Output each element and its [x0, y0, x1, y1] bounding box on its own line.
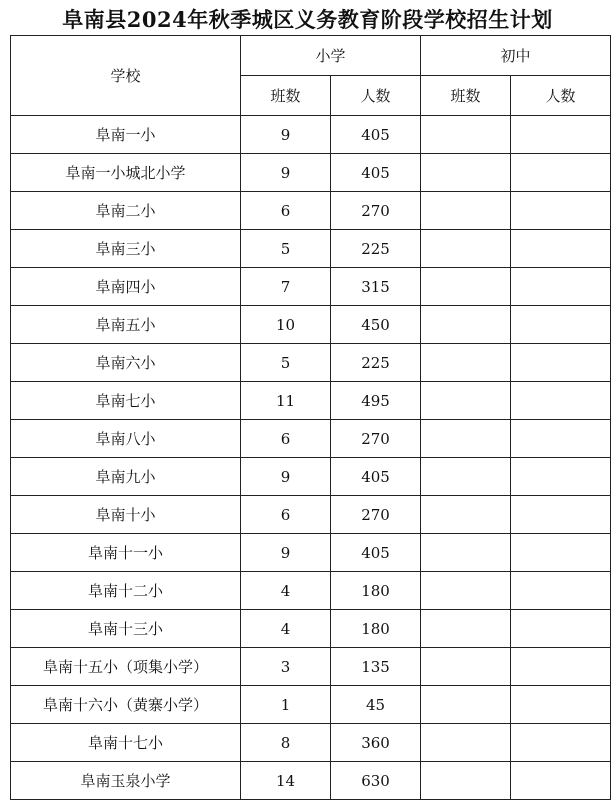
primary-classes-cell: 9 — [241, 458, 331, 496]
primary-classes-cell: 4 — [241, 572, 331, 610]
junior-students-cell — [511, 306, 611, 344]
school-name-cell: 阜南一小 — [11, 116, 241, 154]
junior-classes-cell — [421, 458, 511, 496]
primary-students-cell: 405 — [331, 458, 421, 496]
table-row — [11, 230, 611, 268]
table-row — [11, 344, 611, 382]
school-name-cell: 阜南一小城北小学 — [11, 154, 241, 192]
school-name-cell: 阜南十三小 — [11, 610, 241, 648]
school-name-cell: 阜南九小 — [11, 458, 241, 496]
table-row — [11, 382, 611, 420]
primary-students-cell: 45 — [331, 686, 421, 724]
school-name-cell: 阜南五小 — [11, 306, 241, 344]
junior-students-cell — [511, 344, 611, 382]
table-row — [11, 534, 611, 572]
junior-classes-cell — [421, 382, 511, 420]
header-primary-classes: 班数 — [241, 76, 331, 116]
junior-classes-cell — [421, 192, 511, 230]
primary-students-cell: 180 — [331, 610, 421, 648]
junior-students-cell — [511, 268, 611, 306]
primary-students-cell: 450 — [331, 306, 421, 344]
school-name-cell: 阜南玉泉小学 — [11, 762, 241, 800]
table-body — [11, 116, 611, 800]
junior-classes-cell — [421, 648, 511, 686]
junior-students-cell — [511, 116, 611, 154]
junior-students-cell — [511, 458, 611, 496]
primary-students-cell: 315 — [331, 268, 421, 306]
primary-classes-cell: 9 — [241, 116, 331, 154]
primary-classes-cell: 8 — [241, 724, 331, 762]
primary-students-cell: 405 — [331, 534, 421, 572]
table-row — [11, 192, 611, 230]
junior-classes-cell — [421, 610, 511, 648]
primary-classes-cell: 9 — [241, 154, 331, 192]
junior-students-cell — [511, 534, 611, 572]
junior-students-cell — [511, 382, 611, 420]
junior-classes-cell — [421, 686, 511, 724]
primary-students-cell: 360 — [331, 724, 421, 762]
table-row — [11, 686, 611, 724]
school-name-cell: 阜南十七小 — [11, 724, 241, 762]
junior-students-cell — [511, 572, 611, 610]
table-row — [11, 648, 611, 686]
table-row — [11, 420, 611, 458]
header-school: 学校 — [11, 36, 241, 116]
school-name-cell: 阜南十二小 — [11, 572, 241, 610]
primary-classes-cell: 4 — [241, 610, 331, 648]
primary-classes-cell: 5 — [241, 230, 331, 268]
page-title: 阜南县2024年秋季城区义务教育阶段学校招生计划 — [62, 7, 553, 32]
junior-students-cell — [511, 724, 611, 762]
primary-classes-cell: 6 — [241, 496, 331, 534]
table-header — [11, 36, 611, 116]
primary-students-cell: 405 — [331, 154, 421, 192]
junior-classes-cell — [421, 724, 511, 762]
header-primary-students: 人数 — [331, 76, 421, 116]
table-row — [11, 762, 611, 800]
primary-students-cell: 270 — [331, 420, 421, 458]
primary-classes-cell: 6 — [241, 420, 331, 458]
junior-students-cell — [511, 420, 611, 458]
junior-students-cell — [511, 154, 611, 192]
primary-classes-cell: 11 — [241, 382, 331, 420]
school-name-cell: 阜南六小 — [11, 344, 241, 382]
school-name-cell: 阜南十五小（项集小学） — [11, 648, 241, 686]
table-row — [11, 610, 611, 648]
primary-classes-cell: 6 — [241, 192, 331, 230]
table-row — [11, 724, 611, 762]
junior-classes-cell — [421, 154, 511, 192]
table-row — [11, 306, 611, 344]
school-name-cell: 阜南四小 — [11, 268, 241, 306]
junior-classes-cell — [421, 116, 511, 154]
junior-students-cell — [511, 610, 611, 648]
table-row — [11, 268, 611, 306]
primary-students-cell: 180 — [331, 572, 421, 610]
school-name-cell: 阜南十六小（黄寨小学） — [11, 686, 241, 724]
primary-students-cell: 270 — [331, 496, 421, 534]
primary-students-cell: 495 — [331, 382, 421, 420]
school-name-cell: 阜南十一小 — [11, 534, 241, 572]
table-row — [11, 572, 611, 610]
header-junior: 初中 — [421, 36, 611, 76]
primary-students-cell: 405 — [331, 116, 421, 154]
junior-classes-cell — [421, 344, 511, 382]
primary-classes-cell: 7 — [241, 268, 331, 306]
primary-classes-cell: 5 — [241, 344, 331, 382]
school-name-cell: 阜南十小 — [11, 496, 241, 534]
junior-classes-cell — [421, 306, 511, 344]
junior-classes-cell — [421, 762, 511, 800]
junior-students-cell — [511, 230, 611, 268]
enrollment-table — [10, 35, 611, 800]
junior-classes-cell — [421, 268, 511, 306]
primary-classes-cell: 14 — [241, 762, 331, 800]
junior-classes-cell — [421, 230, 511, 268]
header-primary: 小学 — [241, 36, 421, 76]
table-row — [11, 154, 611, 192]
primary-students-cell: 225 — [331, 344, 421, 382]
school-name-cell: 阜南八小 — [11, 420, 241, 458]
primary-classes-cell: 9 — [241, 534, 331, 572]
primary-classes-cell: 3 — [241, 648, 331, 686]
header-junior-classes: 班数 — [421, 76, 511, 116]
table-row — [11, 458, 611, 496]
school-name-cell: 阜南七小 — [11, 382, 241, 420]
table-row — [11, 116, 611, 154]
junior-students-cell — [511, 762, 611, 800]
junior-classes-cell — [421, 496, 511, 534]
school-name-cell: 阜南二小 — [11, 192, 241, 230]
junior-classes-cell — [421, 572, 511, 610]
primary-students-cell: 225 — [331, 230, 421, 268]
junior-students-cell — [511, 192, 611, 230]
primary-students-cell: 630 — [331, 762, 421, 800]
junior-classes-cell — [421, 420, 511, 458]
junior-students-cell — [511, 686, 611, 724]
junior-students-cell — [511, 496, 611, 534]
primary-classes-cell: 10 — [241, 306, 331, 344]
junior-classes-cell — [421, 534, 511, 572]
table-row — [11, 496, 611, 534]
primary-students-cell: 135 — [331, 648, 421, 686]
school-name-cell: 阜南三小 — [11, 230, 241, 268]
primary-students-cell: 270 — [331, 192, 421, 230]
header-row-1 — [11, 36, 611, 76]
header-junior-students: 人数 — [511, 76, 611, 116]
junior-students-cell — [511, 648, 611, 686]
primary-classes-cell: 1 — [241, 686, 331, 724]
